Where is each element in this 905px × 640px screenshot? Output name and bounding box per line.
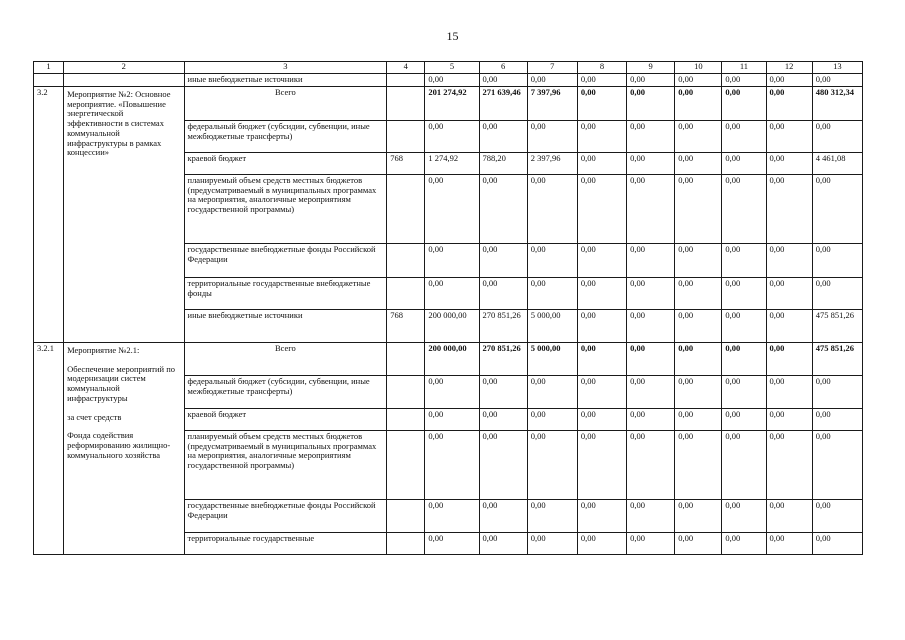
amount-cell: 0,00 bbox=[527, 243, 577, 277]
amount-cell: 4 461,08 bbox=[812, 152, 862, 174]
funding-source-cell: иные внебюджетные источники bbox=[184, 74, 387, 87]
amount-cell: 0,00 bbox=[527, 120, 577, 152]
column-header: 1 bbox=[34, 62, 64, 74]
amount-cell: 0,00 bbox=[812, 499, 862, 532]
amount-cell: 0,00 bbox=[722, 532, 766, 554]
funding-source-cell: территориальные государственные bbox=[184, 532, 387, 554]
page-number: 15 bbox=[446, 29, 459, 43]
budget-code-cell bbox=[387, 499, 425, 532]
amount-cell: 788,20 bbox=[479, 152, 527, 174]
amount-cell: 0,00 bbox=[527, 532, 577, 554]
budget-code-cell bbox=[387, 120, 425, 152]
amount-cell: 0,00 bbox=[527, 74, 577, 87]
amount-cell: 0,00 bbox=[425, 74, 479, 87]
column-header: 8 bbox=[577, 62, 626, 74]
amount-cell: 0,00 bbox=[577, 174, 626, 243]
amount-cell: 475 851,26 bbox=[812, 309, 862, 342]
table-header-row bbox=[34, 62, 863, 74]
amount-cell: 0,00 bbox=[722, 309, 766, 342]
amount-cell: 200 000,00 bbox=[425, 342, 479, 375]
amount-cell: 0,00 bbox=[675, 277, 722, 309]
amount-cell: 0,00 bbox=[577, 309, 626, 342]
amount-cell: 0,00 bbox=[722, 243, 766, 277]
amount-cell: 0,00 bbox=[577, 342, 626, 375]
amount-cell: 0,00 bbox=[675, 309, 722, 342]
measure-number-cell: 3.2 bbox=[34, 86, 64, 342]
amount-cell: 0,00 bbox=[425, 532, 479, 554]
amount-cell: 0,00 bbox=[812, 532, 862, 554]
amount-cell: 0,00 bbox=[479, 243, 527, 277]
amount-cell: 0,00 bbox=[425, 430, 479, 499]
amount-cell: 0,00 bbox=[577, 152, 626, 174]
amount-cell: 0,00 bbox=[627, 174, 675, 243]
amount-cell: 0,00 bbox=[479, 375, 527, 408]
funding-source-cell: иные внебюджетные источники bbox=[184, 309, 387, 342]
funding-source-cell: планируемый объем средств местных бюджетов (предусматриваемый в муниципальных программах на мероприятия, аналогичные мероприятиям государственной программы) bbox=[184, 430, 387, 499]
amount-cell: 0,00 bbox=[766, 430, 812, 499]
budget-code-cell bbox=[387, 174, 425, 243]
measure-name-cell bbox=[64, 86, 184, 342]
amount-cell: 0,00 bbox=[675, 375, 722, 408]
amount-cell: 5 000,00 bbox=[527, 342, 577, 375]
amount-cell: 0,00 bbox=[675, 499, 722, 532]
amount-cell: 0,00 bbox=[722, 152, 766, 174]
measure-name-cell bbox=[64, 342, 184, 554]
measure-name-line: за счет средств bbox=[67, 411, 122, 422]
amount-cell: 0,00 bbox=[577, 408, 626, 430]
amount-cell: 0,00 bbox=[527, 499, 577, 532]
column-header: 2 bbox=[64, 62, 184, 74]
amount-cell: 0,00 bbox=[527, 408, 577, 430]
amount-cell: 0,00 bbox=[766, 74, 812, 87]
column-header: 12 bbox=[766, 62, 812, 74]
amount-cell: 0,00 bbox=[675, 342, 722, 375]
amount-cell: 0,00 bbox=[627, 375, 675, 408]
funding-source-cell: Всего bbox=[184, 342, 387, 375]
amount-cell: 0,00 bbox=[627, 499, 675, 532]
amount-cell: 201 274,92 bbox=[425, 86, 479, 120]
funding-source-cell: федеральный бюджет (субсидии, субвенции, иные межбюджетные трансферты) bbox=[184, 120, 387, 152]
amount-cell: 0,00 bbox=[812, 243, 862, 277]
budget-code-cell bbox=[387, 342, 425, 375]
amount-cell: 0,00 bbox=[479, 408, 527, 430]
amount-cell: 0,00 bbox=[425, 277, 479, 309]
funding-source-cell: территориальные государственные внебюджетные фонды bbox=[184, 277, 387, 309]
column-header: 6 bbox=[479, 62, 527, 74]
amount-cell: 0,00 bbox=[577, 499, 626, 532]
amount-cell: 0,00 bbox=[527, 174, 577, 243]
budget-code-cell bbox=[387, 408, 425, 430]
budget-code-cell bbox=[387, 532, 425, 554]
amount-cell: 0,00 bbox=[766, 309, 812, 342]
amount-cell: 0,00 bbox=[675, 408, 722, 430]
amount-cell: 0,00 bbox=[577, 277, 626, 309]
amount-cell: 0,00 bbox=[766, 499, 812, 532]
amount-cell: 0,00 bbox=[812, 375, 862, 408]
amount-cell: 0,00 bbox=[675, 152, 722, 174]
budget-code-cell bbox=[387, 74, 425, 87]
amount-cell: 0,00 bbox=[425, 174, 479, 243]
amount-cell: 270 851,26 bbox=[479, 309, 527, 342]
amount-cell: 0,00 bbox=[722, 375, 766, 408]
amount-cell: 0,00 bbox=[722, 120, 766, 152]
amount-cell: 0,00 bbox=[675, 532, 722, 554]
amount-cell: 0,00 bbox=[675, 86, 722, 120]
amount-cell: 0,00 bbox=[577, 243, 626, 277]
amount-cell: 0,00 bbox=[627, 243, 675, 277]
amount-cell: 0,00 bbox=[479, 532, 527, 554]
budget-code-cell bbox=[387, 430, 425, 499]
amount-cell: 0,00 bbox=[425, 499, 479, 532]
amount-cell: 7 397,96 bbox=[527, 86, 577, 120]
amount-cell: 0,00 bbox=[812, 408, 862, 430]
budget-code-cell bbox=[387, 277, 425, 309]
amount-cell: 0,00 bbox=[675, 120, 722, 152]
amount-cell: 0,00 bbox=[675, 430, 722, 499]
amount-cell: 0,00 bbox=[627, 408, 675, 430]
column-header: 13 bbox=[812, 62, 862, 74]
amount-cell: 0,00 bbox=[627, 532, 675, 554]
amount-cell: 0,00 bbox=[479, 74, 527, 87]
amount-cell: 0,00 bbox=[425, 408, 479, 430]
amount-cell: 200 000,00 bbox=[425, 309, 479, 342]
amount-cell: 0,00 bbox=[577, 430, 626, 499]
budget-code-cell bbox=[387, 86, 425, 120]
amount-cell: 0,00 bbox=[812, 430, 862, 499]
measure-name-line: Обеспечение мероприятий по модернизации систем коммунальной инфраструктуры bbox=[67, 363, 175, 403]
amount-cell: 0,00 bbox=[577, 532, 626, 554]
amount-cell: 475 851,26 bbox=[812, 342, 862, 375]
amount-cell: 0,00 bbox=[812, 120, 862, 152]
amount-cell: 0,00 bbox=[577, 86, 626, 120]
amount-cell: 0,00 bbox=[479, 499, 527, 532]
amount-cell: 0,00 bbox=[722, 174, 766, 243]
amount-cell: 0,00 bbox=[812, 74, 862, 87]
amount-cell: 2 397,96 bbox=[527, 152, 577, 174]
amount-cell: 0,00 bbox=[527, 430, 577, 499]
column-header: 7 bbox=[527, 62, 577, 74]
amount-cell: 0,00 bbox=[766, 86, 812, 120]
amount-cell: 0,00 bbox=[627, 342, 675, 375]
amount-cell: 0,00 bbox=[627, 309, 675, 342]
amount-cell: 0,00 bbox=[766, 342, 812, 375]
column-header: 11 bbox=[722, 62, 766, 74]
amount-cell: 0,00 bbox=[479, 174, 527, 243]
table-row bbox=[34, 342, 863, 375]
budget-code-cell: 768 bbox=[387, 309, 425, 342]
table-row bbox=[34, 86, 863, 120]
measure-name-cell bbox=[64, 74, 184, 87]
funding-source-cell: краевой бюджет bbox=[184, 152, 387, 174]
amount-cell: 0,00 bbox=[766, 408, 812, 430]
funding-source-cell: планируемый объем средств местных бюджетов (предусматриваемый в муниципальных программах на мероприятия, аналогичные мероприятиям государственной программы) bbox=[184, 174, 387, 243]
funding-source-cell: государственные внебюджетные фонды Российской Федерации bbox=[184, 499, 387, 532]
amount-cell: 0,00 bbox=[722, 277, 766, 309]
amount-cell: 0,00 bbox=[722, 74, 766, 87]
amount-cell: 0,00 bbox=[627, 152, 675, 174]
amount-cell: 0,00 bbox=[479, 430, 527, 499]
amount-cell: 0,00 bbox=[766, 243, 812, 277]
amount-cell: 0,00 bbox=[675, 243, 722, 277]
budget-table bbox=[33, 61, 863, 555]
amount-cell: 0,00 bbox=[766, 277, 812, 309]
amount-cell: 0,00 bbox=[479, 277, 527, 309]
column-header: 4 bbox=[387, 62, 425, 74]
amount-cell: 0,00 bbox=[425, 375, 479, 408]
amount-cell: 0,00 bbox=[766, 375, 812, 408]
amount-cell: 1 274,92 bbox=[425, 152, 479, 174]
measure-name-line: Мероприятие №2.1: bbox=[67, 344, 140, 355]
amount-cell: 0,00 bbox=[766, 174, 812, 243]
amount-cell: 271 639,46 bbox=[479, 86, 527, 120]
table-row bbox=[34, 74, 863, 87]
amount-cell: 0,00 bbox=[722, 499, 766, 532]
amount-cell: 5 000,00 bbox=[527, 309, 577, 342]
funding-source-cell: государственные внебюджетные фонды Российской Федерации bbox=[184, 243, 387, 277]
amount-cell: 0,00 bbox=[577, 120, 626, 152]
amount-cell: 0,00 bbox=[577, 375, 626, 408]
amount-cell: 270 851,26 bbox=[479, 342, 527, 375]
amount-cell: 0,00 bbox=[722, 86, 766, 120]
budget-code-cell: 768 bbox=[387, 152, 425, 174]
budget-code-cell bbox=[387, 243, 425, 277]
amount-cell: 0,00 bbox=[527, 375, 577, 408]
budget-code-cell bbox=[387, 375, 425, 408]
amount-cell: 0,00 bbox=[722, 408, 766, 430]
measure-name-line: Фонда содействия реформированию жилищно-коммунального хозяйства bbox=[67, 430, 171, 460]
column-header: 10 bbox=[675, 62, 722, 74]
amount-cell: 0,00 bbox=[766, 120, 812, 152]
amount-cell: 0,00 bbox=[766, 532, 812, 554]
amount-cell: 0,00 bbox=[812, 174, 862, 243]
amount-cell: 0,00 bbox=[627, 86, 675, 120]
amount-cell: 0,00 bbox=[577, 74, 626, 87]
measure-number-cell: 3.2.1 bbox=[34, 342, 64, 554]
amount-cell: 0,00 bbox=[627, 74, 675, 87]
amount-cell: 0,00 bbox=[766, 152, 812, 174]
amount-cell: 0,00 bbox=[812, 277, 862, 309]
amount-cell: 0,00 bbox=[627, 430, 675, 499]
amount-cell: 0,00 bbox=[425, 120, 479, 152]
column-header: 3 bbox=[184, 62, 387, 74]
amount-cell: 0,00 bbox=[425, 243, 479, 277]
amount-cell: 0,00 bbox=[675, 174, 722, 243]
amount-cell: 0,00 bbox=[527, 277, 577, 309]
amount-cell: 0,00 bbox=[722, 430, 766, 499]
amount-cell: 0,00 bbox=[627, 277, 675, 309]
funding-source-cell: краевой бюджет bbox=[184, 408, 387, 430]
funding-source-cell: федеральный бюджет (субсидии, субвенции, иные межбюджетные трансферты) bbox=[184, 375, 387, 408]
amount-cell: 480 312,34 bbox=[812, 86, 862, 120]
amount-cell: 0,00 bbox=[627, 120, 675, 152]
amount-cell: 0,00 bbox=[722, 342, 766, 375]
column-header: 9 bbox=[627, 62, 675, 74]
amount-cell: 0,00 bbox=[479, 120, 527, 152]
measure-number-cell bbox=[34, 74, 64, 87]
measure-name-text: Мероприятие №2: Основное мероприятие. «Повышение энергетической эффективности в системах коммунальной инфраструктуры в рамках концессии» bbox=[67, 88, 171, 158]
column-header: 5 bbox=[425, 62, 479, 74]
amount-cell: 0,00 bbox=[675, 74, 722, 87]
funding-source-cell: Всего bbox=[184, 86, 387, 120]
